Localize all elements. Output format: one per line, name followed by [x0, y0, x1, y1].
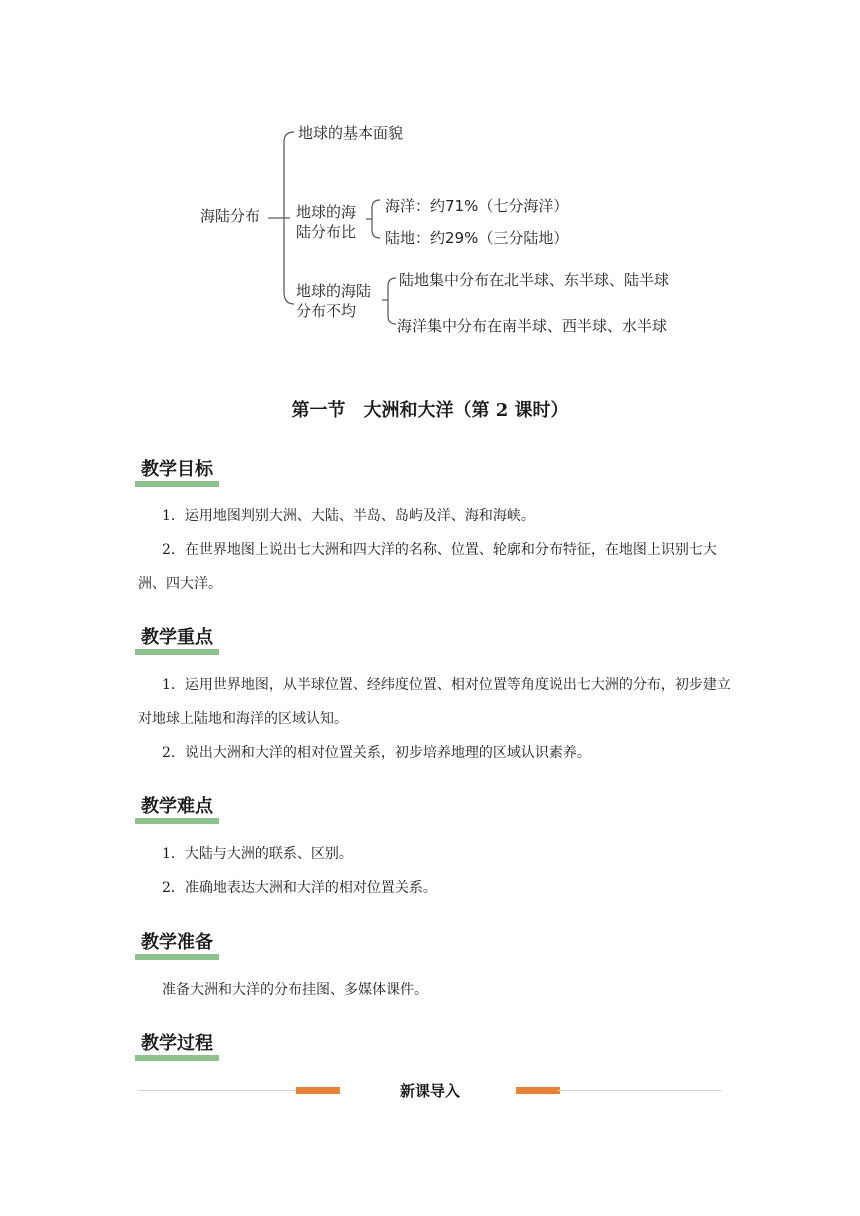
mind-map-ocean-ratio: 海洋：约71%（七分海洋） [385, 197, 569, 215]
section-heading-difficulties: 教学难点 [138, 795, 216, 819]
preparation-text: 准备大洲和大洋的分布挂图、多媒体课件。 [162, 982, 428, 998]
mind-map-branch-ratio-line2: 陆分布比 [296, 223, 357, 241]
mind-map-connectors [0, 0, 860, 360]
section-heading-preparation: 教学准备 [138, 931, 216, 955]
mind-map-branch-uneven-line1: 地球的海陆 [296, 282, 372, 300]
key-point-item-1: 1．运用世界地图，从半球位置、经纬度位置、相对位置等角度说出七大洲的分布，初步建立对地球上陆地和海洋的区域认知。 [138, 677, 731, 727]
mind-map-branch-basic-features: 地球的基本面貌 [298, 124, 404, 142]
mind-map-root: 海陆分布 [200, 207, 261, 225]
key-point-item-2: 2．说出大洲和大洋的相对位置关系，初步培养地理的区域认识素养。 [162, 745, 591, 761]
orange-bar-right [516, 1087, 560, 1094]
orange-bar-left [296, 1087, 340, 1094]
objective-item-2: 2．在世界地图上说出七大洲和四大洋的名称、位置、轮廓和分布特征，在地图上识别七大洲、四大洋。 [138, 542, 717, 592]
section-heading-key-points: 教学重点 [138, 626, 216, 650]
mind-map-land-distribution: 陆地集中分布在北半球、东半球、陆半球 [399, 271, 670, 289]
mind-map-ocean-distribution: 海洋集中分布在南半球、西半球、水半球 [397, 317, 668, 335]
mind-map-branch-ratio-line1: 地球的海 [296, 203, 357, 221]
divider-line-right [558, 1090, 722, 1091]
page-title: 第一节 大洲和大洋（第 2 课时） [291, 400, 569, 421]
mind-map-branch-uneven-line2: 分布不均 [296, 302, 357, 320]
section-heading-objectives: 教学目标 [138, 458, 216, 482]
subheading-new-lesson-intro: 新课导入 [399, 1082, 460, 1100]
section-heading-process: 教学过程 [138, 1032, 216, 1056]
divider-line-left [138, 1090, 298, 1091]
objective-item-1: 1．运用地图判别大洲、大陆、半岛、岛屿及洋、海和海峡。 [162, 508, 535, 524]
mind-map [0, 0, 860, 360]
mind-map-land-ratio: 陆地：约29%（三分陆地） [385, 229, 569, 247]
difficulty-item-2: 2．准确地表达大洲和大洋的相对位置关系。 [162, 880, 437, 896]
difficulty-item-1: 1．大陆与大洲的联系、区别。 [162, 846, 353, 862]
